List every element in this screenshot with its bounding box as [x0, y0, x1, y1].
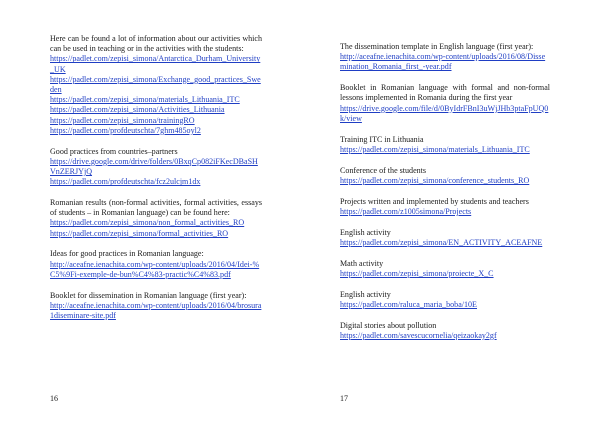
page-number: 16	[50, 394, 58, 403]
content-block	[50, 249, 262, 280]
block-text: Romanian results (non-formal activities, formal activities, essays of students – in Romanian language) can be found here:	[50, 198, 262, 218]
block-text: English activity	[340, 289, 391, 299]
link[interactable]: https://padlet.com/zepisi_simona/proiecte_X_C	[340, 268, 494, 278]
link[interactable]: http://aceafne.ienachita.com/wp-content/uploads/2016/04/brosura1diseminare-site.pdf	[50, 300, 262, 321]
page-number: 17	[340, 394, 348, 403]
link[interactable]: https://padlet.com/zepisi_simona/non_formal_activities_RO	[50, 218, 245, 228]
link[interactable]: https://padlet.com/z1005simona/Projects	[340, 206, 472, 216]
block-text: Projects written and implemented by students and teachers	[340, 196, 529, 206]
content-block	[50, 34, 262, 136]
link[interactable]: https://padlet.com/zepisi_simona/materials_Lithuania_ITC	[50, 95, 240, 105]
link[interactable]: https://padlet.com/zepisi_simona/materials_Lithuania_ITC	[340, 144, 530, 154]
content-block	[50, 198, 262, 239]
right-page-content	[340, 42, 550, 352]
content-block	[50, 147, 262, 188]
link[interactable]: http://aceafne.ienachita.com/wp-content/uploads/2016/08/Dissemination_Romania_first_-year.pdf	[340, 52, 546, 72]
link[interactable]: https://padlet.com/profdeutschta/fcz2ulcjm1dx	[50, 177, 201, 187]
block-text: Here can be found a lot of information about our activities which can be used in teaching or in the activities with the students:	[50, 34, 262, 54]
link[interactable]: https://padlet.com/zepisi_simona/Activities_Lithuania	[50, 105, 225, 115]
content-block	[340, 83, 550, 124]
link[interactable]: https://padlet.com/raluca_maria_boba/10E	[340, 299, 477, 309]
link[interactable]: https://padlet.com/profdeutschta/7ghm485oyl2	[50, 125, 201, 135]
content-block	[340, 166, 550, 186]
content-block	[340, 321, 550, 341]
content-block	[340, 228, 550, 248]
link[interactable]: https://drive.google.com/drive/folders/0BxqCp082iFKecDBaSHVnZERJYjQ	[50, 156, 258, 177]
content-block	[340, 259, 550, 279]
link[interactable]: https://padlet.com/savescucornelia/qeizaokay2gf	[340, 330, 497, 340]
link[interactable]: https://padlet.com/zepisi_simona/conference_students_RO	[340, 175, 530, 185]
block-text: Good practices from countries–partners	[50, 146, 178, 156]
link[interactable]: https://padlet.com/zepisi_simona/formal_activities_RO	[50, 228, 229, 238]
block-text: The dissemination template in English language (first year):	[340, 42, 534, 51]
content-block	[340, 42, 550, 73]
link[interactable]: https://padlet.com/zepisi_simona/Exchange_good_practices_Sweden	[50, 74, 261, 95]
link[interactable]: https://padlet.com/zepisi_simona/Antarctica_Durham_University_UK	[50, 54, 261, 74]
block-text: Math activity	[340, 258, 384, 268]
content-block	[340, 197, 550, 217]
block-text: Booklet in Romanian language with formal and non-formal lessons implemented in Romania during the first year	[340, 83, 550, 103]
link[interactable]: https://drive.google.com/file/d/0ByIdrFBnI3uWjJHb3ptaFpUQ0k/view	[340, 103, 549, 123]
link[interactable]: https://padlet.com/zepisi_simona/EN_ACTIVITY_ACEAFNE	[340, 237, 543, 247]
link[interactable]: http://aceafne.ienachita.com/wp-content/uploads/2016/04/Idei-%C5%9Fi-exemple-de-bun%C4%83-practic%C4%83.pdf	[50, 259, 260, 279]
block-text: Booklet for dissemination in Romanian language (first year):	[50, 290, 247, 300]
block-text: Conference of the students	[340, 165, 427, 175]
block-text: English activity	[340, 227, 391, 237]
right-page	[300, 0, 600, 424]
block-text: Digital stories about pollution	[340, 320, 437, 330]
block-text: Training ITC in Lithuania	[340, 134, 424, 144]
content-block	[340, 135, 550, 155]
content-block	[340, 290, 550, 310]
link[interactable]: https://padlet.com/zepisi_simona/trainingRO	[50, 115, 195, 125]
block-text: Ideas for good practices in Romanian language:	[50, 249, 204, 259]
left-page-content	[50, 34, 262, 332]
content-block	[50, 291, 262, 322]
